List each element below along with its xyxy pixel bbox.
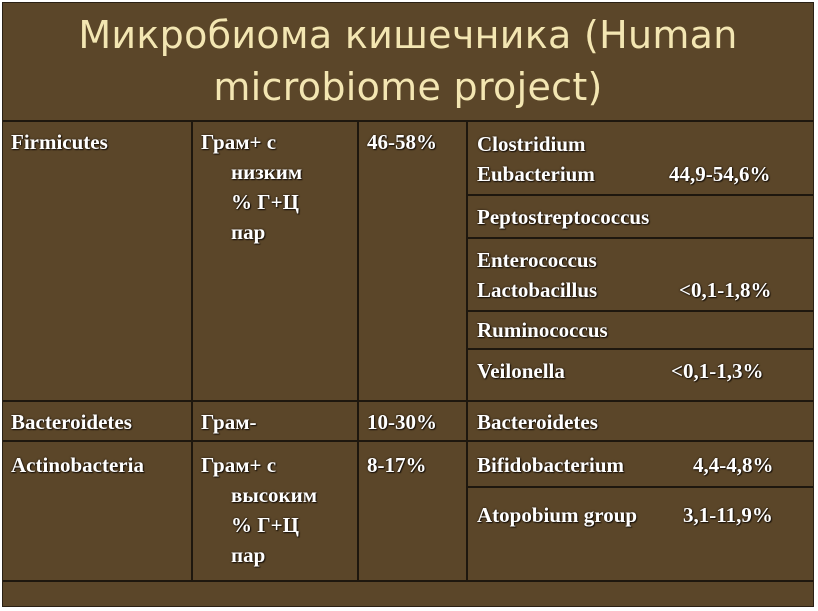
percent-bifidobacterium: 4,4-4,8% — [693, 453, 774, 477]
table-rule — [357, 120, 359, 582]
gram-line: пар — [231, 220, 266, 244]
genus-lactobacillus: Lactobacillus — [477, 278, 598, 302]
table-rule — [3, 580, 813, 582]
table-rule — [466, 194, 813, 196]
table-rule — [466, 237, 813, 239]
genus-peptostreptococcus: Peptostreptococcus — [477, 205, 650, 229]
phylum-firmicutes: Firmicutes — [11, 130, 108, 154]
genus-clostridium: Clostridium — [477, 132, 586, 156]
gram-line: пар — [231, 543, 266, 567]
table-rule — [466, 310, 813, 312]
phylum-bacteroidetes: Bacteroidetes — [11, 410, 132, 434]
percent-veilonella: <0,1-1,3% — [671, 359, 764, 383]
gram-line: высоким — [231, 483, 318, 507]
percent-firmicutes: 46-58% — [367, 130, 437, 154]
table-rule — [466, 348, 813, 350]
gram-line: низким — [231, 160, 303, 184]
slide — [2, 2, 814, 607]
percent-actinobacteria: 8-17% — [367, 453, 427, 477]
gram-line: Грам+ с — [201, 453, 277, 477]
table-rule — [3, 440, 813, 442]
table-rule — [3, 120, 813, 122]
gram-line: Грам+ с — [201, 130, 277, 154]
microbiome-table — [3, 3, 813, 606]
gram-line: % Г+Ц — [231, 513, 299, 537]
phylum-actinobacteria: Actinobacteria — [11, 453, 144, 477]
genus-ruminococcus: Ruminococcus — [477, 318, 608, 342]
table-rule — [191, 120, 193, 582]
table-rule — [466, 486, 813, 488]
gram-firmicutes — [201, 127, 302, 247]
genus-bacteroidetes: Bacteroidetes — [477, 410, 598, 434]
percent-clostridium-eubacterium: 44,9-54,6% — [669, 162, 771, 186]
genus-enterococcus: Enterococcus — [477, 248, 597, 272]
percent-enterococcus-lactobacillus: <0,1-1,8% — [679, 278, 772, 302]
table-rule — [466, 120, 468, 582]
title-line-2: microbiome project) — [213, 65, 603, 109]
gram-actinobacteria — [201, 450, 317, 570]
genus-atopobium: Atopobium group — [477, 503, 638, 527]
genus-bifidobacterium: Bifidobacterium — [477, 453, 624, 477]
title-line-1: Микробиома кишечника (Human — [78, 13, 738, 57]
gram-line: % Г+Ц — [231, 190, 299, 214]
gram-bacteroidetes: Грам- — [201, 410, 257, 434]
genus-veilonella: Veilonella — [477, 359, 565, 383]
genus-eubacterium: Eubacterium — [477, 162, 595, 186]
percent-bacteroidetes: 10-30% — [367, 410, 437, 434]
percent-atopobium: 3,1-11,9% — [683, 503, 773, 527]
table-rule — [3, 400, 813, 402]
